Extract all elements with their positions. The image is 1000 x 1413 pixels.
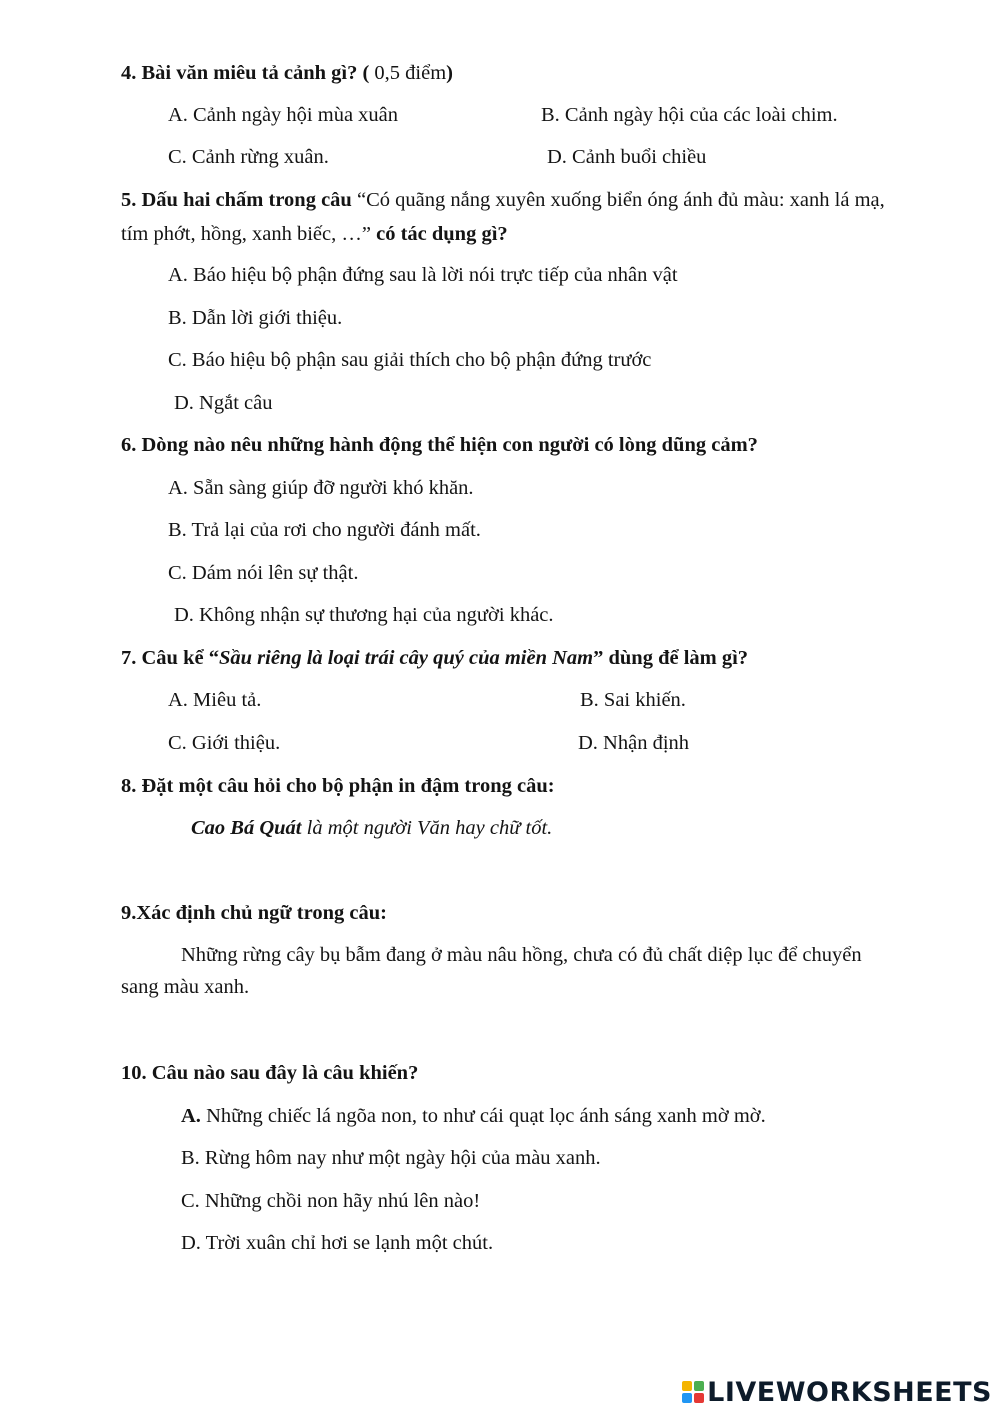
q4-option-a[interactable]: A. Cảnh ngày hội mùa xuân — [168, 104, 399, 126]
logo-text: LIVEWORKSHEETS — [707, 1376, 992, 1408]
question-5-lead: . Dấu hai chấm trong câu — [131, 189, 352, 211]
logo-square-2 — [694, 1381, 704, 1391]
question-8-rest: là một người Văn hay chữ tốt. — [301, 817, 553, 839]
question-5-number: 5 — [121, 189, 132, 211]
q4-option-c[interactable]: C. Cảnh rừng xuân. — [168, 146, 329, 168]
question-4-close: ) — [446, 62, 453, 84]
question-9-text: 9.Xác định chủ ngữ trong câu: — [121, 902, 387, 924]
q6-option-a[interactable]: A. Sẵn sàng giúp đỡ người khó khăn. — [168, 477, 474, 499]
question-6-text: . Dòng nào nêu những hành động thể hiện con người có lòng dũng cảm? — [131, 434, 758, 456]
question-8-text: 8. Đặt một câu hỏi cho bộ phận in đậm trong câu: — [121, 775, 555, 797]
q4-option-b[interactable]: B. Cảnh ngày hội của các loài chim. — [541, 104, 838, 126]
question-7-lead: 7. Câu kể “ — [121, 647, 219, 669]
question-8-bold-part: Cao Bá Quát — [191, 817, 302, 839]
question-7-sentence: Sầu riêng là loại trái cây quý của miền Nam — [218, 647, 594, 669]
q6-option-c[interactable]: C. Dám nói lên sự thật. — [168, 562, 359, 584]
question-8 — [121, 769, 555, 803]
question-5-tail: có tác dụng gì? — [376, 223, 508, 245]
q7-option-a[interactable]: A. Miêu tả. — [168, 689, 262, 711]
question-6-number: 6 — [121, 434, 132, 456]
q7-option-d[interactable]: D. Nhận định — [578, 732, 690, 754]
question-4-text: . Bài văn miêu tả cảnh gì? ( — [131, 62, 370, 84]
question-10 — [121, 1056, 418, 1090]
q7-option-c[interactable]: C. Giới thiệu. — [168, 732, 281, 754]
q5-option-b[interactable]: B. Dẫn lời giới thiệu. — [168, 307, 343, 329]
question-7-tail: ” dùng để làm gì? — [593, 647, 749, 669]
q10-option-c[interactable]: C. Những chồi non hãy nhú lên nào! — [181, 1190, 481, 1212]
question-7 — [121, 641, 748, 675]
logo-mark-icon — [682, 1381, 704, 1403]
question-4 — [121, 56, 453, 90]
q6-option-d[interactable]: D. Không nhận sự thương hại của người khác. — [174, 604, 554, 626]
question-8-sentence — [191, 813, 552, 843]
logo-square-3 — [682, 1393, 692, 1403]
q5-option-c[interactable]: C. Báo hiệu bộ phận sau giải thích cho bộ phận đứng trước — [168, 349, 652, 371]
q10-option-d[interactable]: D. Trời xuân chỉ hơi se lạnh một chút. — [181, 1232, 494, 1254]
q10-option-a-letter: A. — [181, 1105, 201, 1127]
question-10-text: 10. Câu nào sau đây là câu khiến? — [121, 1062, 419, 1084]
q5-option-d[interactable]: D. Ngắt câu — [174, 392, 273, 414]
q10-option-b[interactable]: B. Rừng hôm nay như một ngày hội của màu xanh. — [181, 1147, 601, 1169]
question-9-sentence: Những rừng cây bụ bẫm đang ở màu nâu hồng, chưa có đủ chất diệp lục để chuyển sang màu xanh. — [121, 944, 862, 998]
q4-option-d[interactable]: D. Cảnh buổi chiều — [547, 146, 707, 168]
question-4-number: 4 — [121, 62, 132, 84]
question-5-quote: “Có quãng nắng xuyên xuống biển óng ánh đủ màu: xanh lá mạ, tím phớt, hồng, xanh biếc, …” — [121, 189, 885, 245]
q7-option-b[interactable]: B. Sai khiến. — [580, 689, 686, 711]
question-6 — [121, 428, 758, 462]
q10-option-a-text: Những chiếc lá ngõa non, to như cái quạt lọc ánh sáng xanh mờ mờ. — [200, 1105, 766, 1127]
logo-square-1 — [682, 1381, 692, 1391]
q10-option-a[interactable] — [181, 1101, 766, 1131]
question-4-points: 0,5 điểm — [369, 62, 447, 84]
q6-option-b[interactable]: B. Trả lại của rơi cho người đánh mất. — [168, 519, 481, 541]
logo-square-4 — [694, 1393, 704, 1403]
liveworksheets-logo — [682, 1375, 992, 1409]
question-9 — [121, 896, 387, 930]
q5-option-a[interactable]: A. Báo hiệu bộ phận đứng sau là lời nói trực tiếp của nhân vật — [168, 264, 678, 286]
question-5 — [121, 183, 891, 251]
